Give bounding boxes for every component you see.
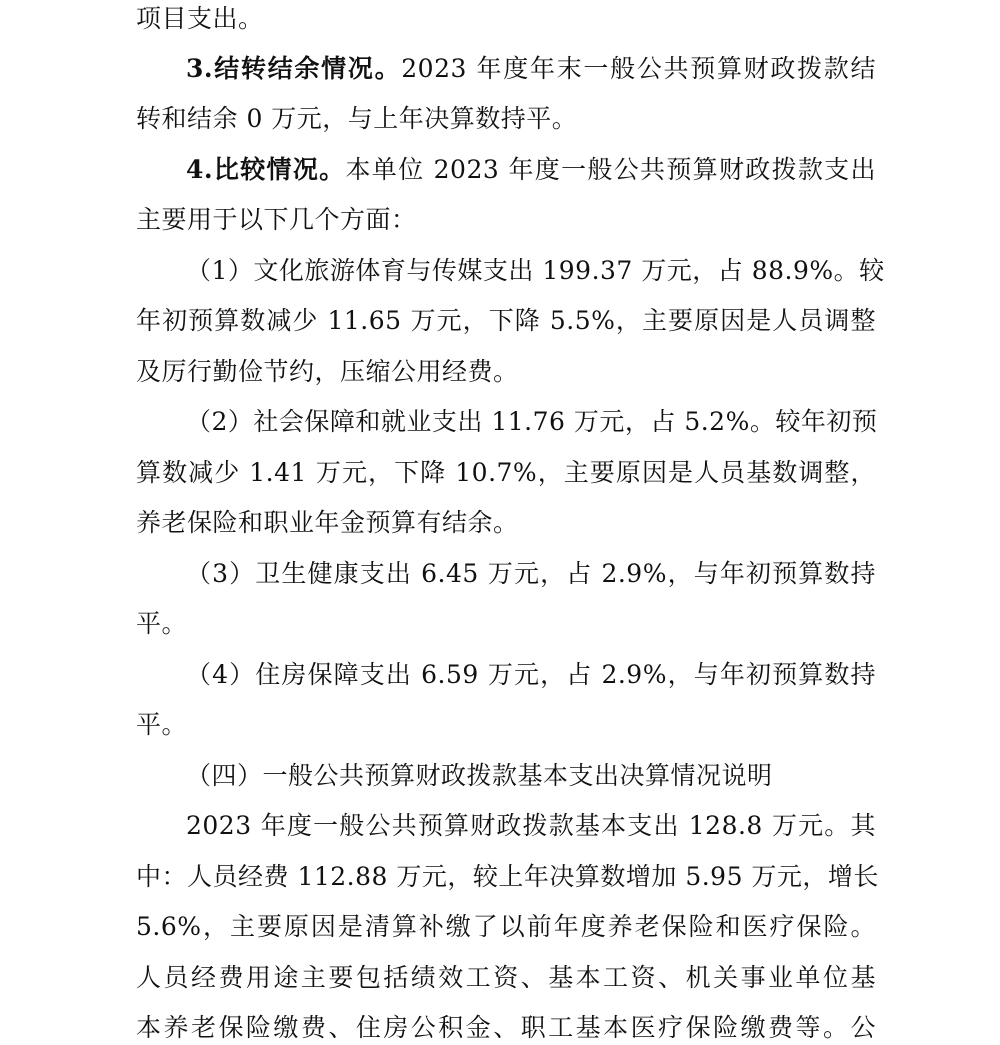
- text-line: [136, 961, 876, 995]
- list-item-4: [186, 658, 876, 692]
- line-text: 转和结余 0 万元，与上年决算数持平。: [136, 104, 578, 133]
- line-text: 中：人员经费 112.88 万元，较上年决算数增加 5.95 万元，增长: [136, 862, 879, 891]
- line-text: 本养老保险缴费、住房公积金、职工基本医疗保险缴费等。公: [136, 1013, 876, 1042]
- line-text: 项目支出。: [136, 4, 264, 33]
- list-item-1: [186, 254, 885, 288]
- line-text: 本单位 2023 年度一般公共预算财政拨款支出: [345, 155, 876, 184]
- line-text: 主要用于以下几个方面：: [136, 205, 417, 234]
- section-label: 3.结转结余情况。: [186, 54, 402, 83]
- text-line: [136, 355, 876, 389]
- text-line: [136, 506, 876, 540]
- text-line: [136, 910, 876, 944]
- text-line: [136, 607, 876, 641]
- list-item-3: [186, 557, 876, 591]
- text-line: [136, 2, 876, 36]
- line-text: 2023 年度年末一般公共预算财政拨款结: [401, 54, 876, 83]
- text-line: [136, 102, 876, 136]
- text-line: [136, 1011, 876, 1045]
- list-item-2: [186, 405, 876, 439]
- line-text: （1）文化旅游体育与传媒支出 199.37 万元，占 88.9%。较: [186, 256, 885, 285]
- text-line: [136, 203, 876, 237]
- line-text: 养老保险和职业年金预算有结余。: [136, 508, 519, 537]
- text-line: [136, 860, 879, 894]
- line-text: 平。: [136, 609, 188, 638]
- paragraph-carryover-heading: [186, 52, 876, 86]
- text-line: [136, 304, 876, 338]
- line-text: 及厉行勤俭节约，压缩公用经费。: [136, 357, 519, 386]
- section-label: 4.比较情况。: [186, 155, 346, 184]
- line-text: （2）社会保障和就业支出 11.76 万元，占 5.2%。较年初预: [186, 407, 878, 436]
- line-text: 算数减少 1.41 万元，下降 10.7%，主要原因是人员基数调整，: [136, 458, 876, 487]
- text-line: [136, 456, 876, 490]
- paragraph-comparison-heading: [186, 153, 876, 187]
- line-text: 人员经费用途主要包括绩效工资、基本工资、机关事业单位基: [136, 963, 876, 992]
- line-text: 2023 年度一般公共预算财政拨款基本支出 128.8 万元。其: [186, 811, 876, 840]
- line-text: 年初预算数减少 11.65 万元，下降 5.5%，主要原因是人员调整: [136, 306, 876, 335]
- line-text: （4）住房保障支出 6.59 万元，占 2.9%，与年初预算数持: [186, 660, 876, 689]
- section-heading: [186, 759, 876, 793]
- paragraph-basic-expenditure: [186, 809, 876, 843]
- line-text: （3）卫生健康支出 6.45 万元，占 2.9%，与年初预算数持: [186, 559, 876, 588]
- line-text: 5.6%，主要原因是清算补缴了以前年度养老保险和医疗保险。: [136, 912, 876, 941]
- text-line: [136, 708, 876, 742]
- line-text: 平。: [136, 710, 188, 739]
- heading-text: （四）一般公共预算财政拨款基本支出决算情况说明: [186, 761, 773, 790]
